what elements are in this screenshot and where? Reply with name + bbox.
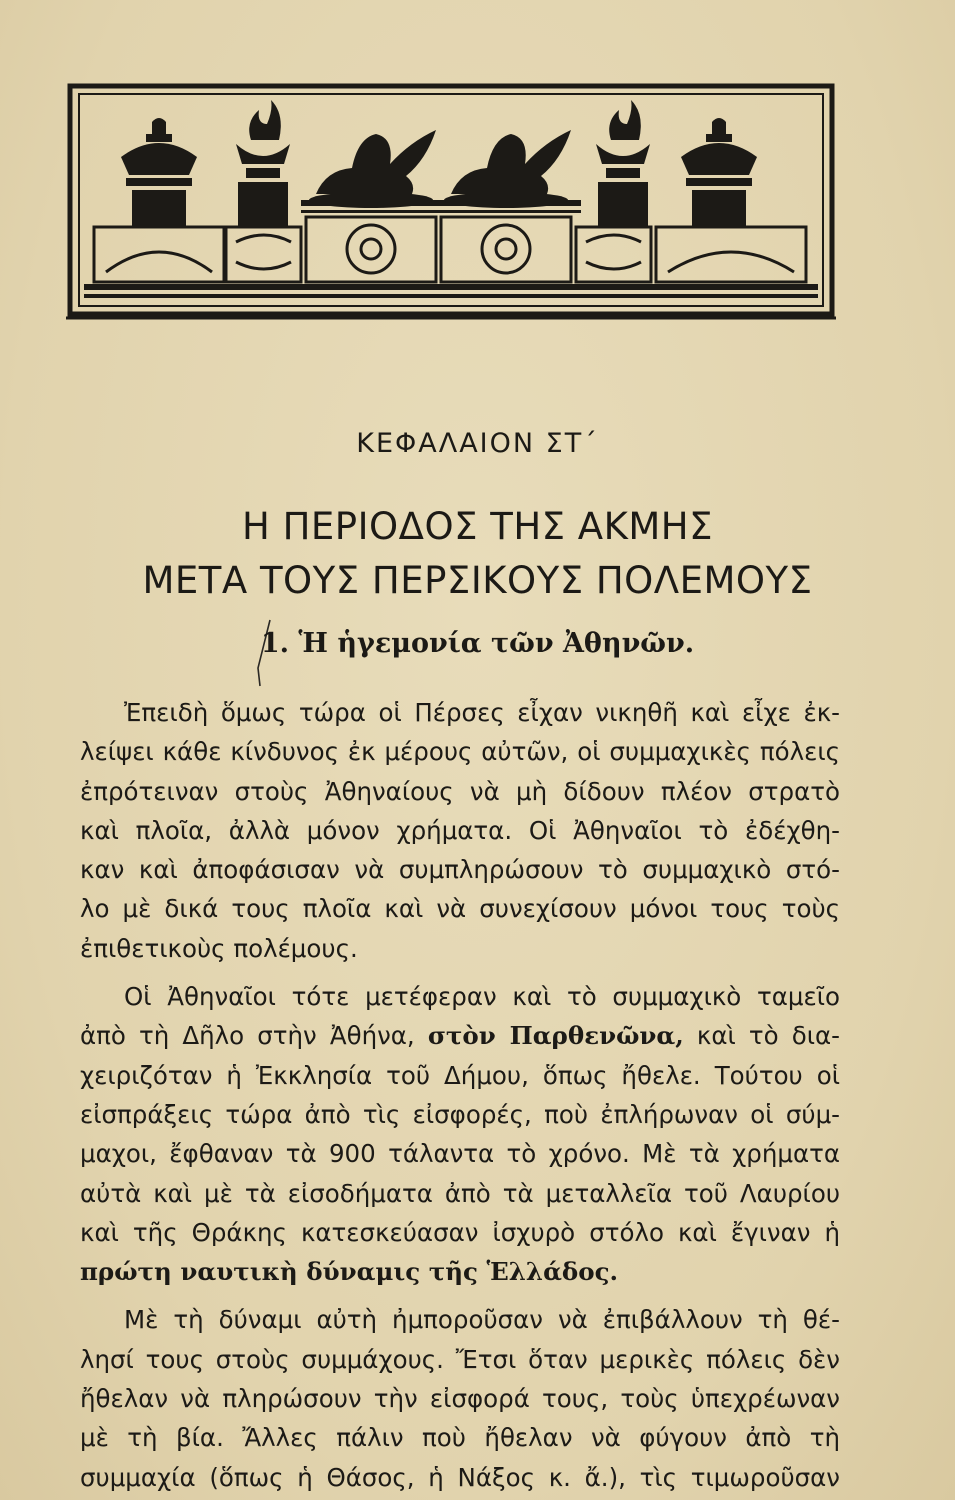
text-line: Ἐπειδὴ ὅμως τώρα οἱ Πέρσες εἶχαν νικηθῆ καὶ εἶχε ἐκ- <box>124 698 840 727</box>
section-heading: 1. Ἡ ἡγεμονία τῶν Ἀθηνῶν. <box>260 628 695 659</box>
emphasis-parthenon: στὸν Παρθενῶνα, <box>427 1021 684 1051</box>
emphasis-naval-power: πρώτη ναυτικὴ δύναμις τῆς Ἑλλάδος. <box>80 1257 619 1287</box>
paragraph-1 <box>80 693 840 968</box>
text-line: λησί τους στοὺς συμμάχους. Ἔτσι ὅταν μερικὲς πόλεις δὲν <box>80 1344 840 1374</box>
text-line: χειριζόταν ἡ Ἐκκλησία τοῦ Δήμου, ὅπως ἤθελε. Τούτου οἱ <box>80 1060 840 1090</box>
paragraph-2 <box>80 977 840 1291</box>
text-span: ἀπὸ τὴ Δῆλο στὴν Ἀθήνα, <box>80 1021 415 1051</box>
chapter-label: ΚΕΦΑΛΑΙΟΝ ΣΤ΄ <box>356 428 599 459</box>
text-line-mixed <box>80 1016 840 1055</box>
text-line: ἐπιθετικοὺς πολέμους. <box>80 933 358 963</box>
text-line: αὐτὰ καὶ μὲ τὰ εἰσοδήματα ἀπὸ τὰ μεταλλεῖα τοῦ Λαυρίου <box>80 1178 840 1208</box>
text-line: Οἱ Ἀθηναῖοι τότε μετέφεραν καὶ τὸ συμμαχικὸ ταμεῖο <box>124 982 840 1012</box>
chapter-title <box>0 500 955 608</box>
text-line: καὶ πλοῖα, ἀλλὰ μόνον χρήματα. Οἱ Ἀθηναῖοι τὸ ἐδέχθη- <box>80 815 840 845</box>
text-line: καὶ τῆς Θράκης κατεσκεύασαν ἰσχυρὸ στόλο καὶ ἔγιναν ἡ <box>80 1217 840 1247</box>
text-line: συμμαχία (ὅπως ἡ Θάσος, ἡ Νάξος κ. ἄ.), τὶς τιμωροῦσαν <box>80 1462 840 1492</box>
text-line: εἰσπράξεις τώρα ἀπὸ τὶς εἰσφορές, ποὺ ἐπλήρωναν οἱ σύμ- <box>80 1099 840 1129</box>
text-line: λείψει κάθε κίνδυνος ἐκ μέρους αὐτῶν, οἱ συμμαχικὲς πόλεις <box>80 737 840 767</box>
text-line: ἤθελαν νὰ πληρώσουν τὴν εἰσφορά τους, τοὺς ὑπεχρέωναν <box>80 1384 840 1414</box>
text-line: μαχοι, ἔφθαναν τὰ 900 τάλαντα τὸ χρόνο. Μὲ τὰ χρήματα <box>80 1139 840 1169</box>
chapter-title-line-1: Η ΠΕΡΙΟΔΟΣ ΤΗΣ ΑΚΜΗΣ <box>242 505 713 548</box>
text-line: μὲ τὴ βία. Ἄλλες πάλιν ποὺ ἤθελαν νὰ φύγουν ἀπὸ τὴ <box>80 1423 840 1453</box>
decorative-header-ornament <box>66 82 836 322</box>
text-line: Μὲ τὴ δύναμι αὐτὴ ἠμποροῦσαν νὰ ἐπιβάλλουν τὴ θέ- <box>124 1305 840 1335</box>
paragraph-3 <box>80 1300 840 1496</box>
chapter-title-line-2: ΜΕΤΑ ΤΟΥΣ ΠΕΡΣΙΚΟΥΣ ΠΟΛΕΜΟΥΣ <box>142 559 813 602</box>
body-text <box>80 693 840 1497</box>
text-line: λο μὲ δικά τους πλοῖα καὶ νὰ συνεχίσουν μόνοι τους τοὺς <box>80 894 840 924</box>
text-span: καὶ τὸ δια- <box>696 1021 841 1051</box>
text-line: καν καὶ ἀποφάσισαν νὰ συμπληρώσουν τὸ συμμαχικὸ στό- <box>80 855 840 885</box>
text-line: ἐπρότειναν στοὺς Ἀθηναίους νὰ μὴ δίδουν πλέον στρατὸ <box>80 776 840 806</box>
